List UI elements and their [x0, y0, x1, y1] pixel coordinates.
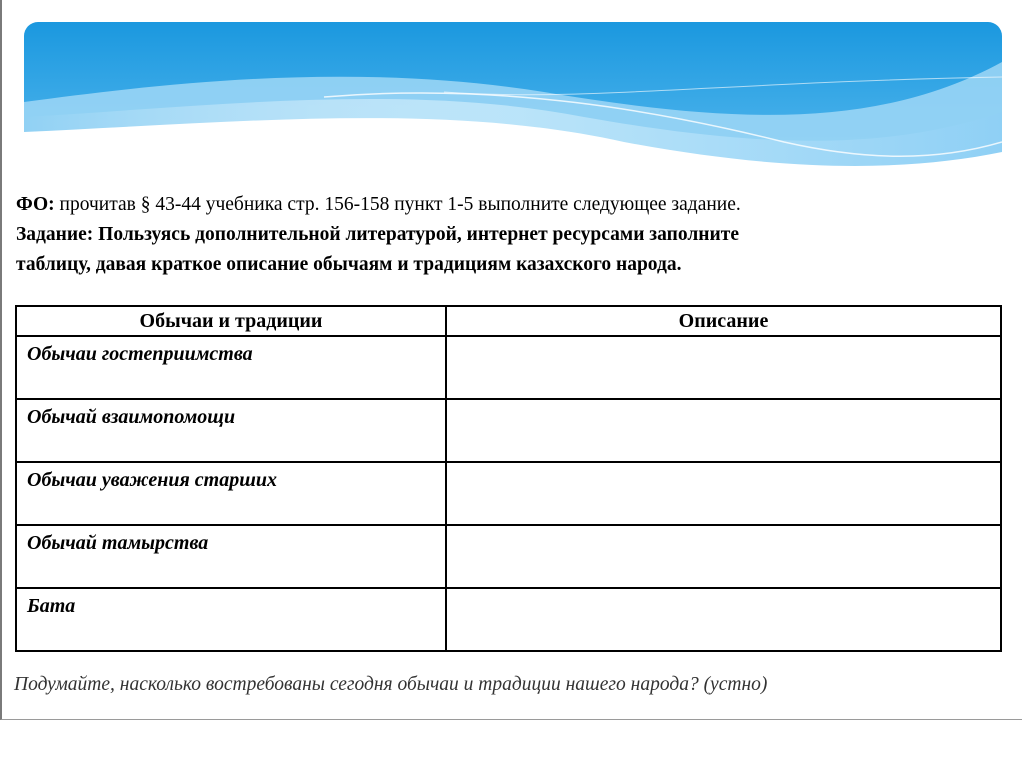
fo-text: прочитав § 43-44 учебника стр. 156-158 пункт 1-5 выполните следующее задание.: [54, 194, 741, 215]
custom-name: Обычай взаимопомощи: [16, 399, 446, 462]
header-description: Описание: [446, 306, 1001, 336]
table-row: [16, 462, 1001, 525]
table-row: [16, 588, 1001, 651]
description-cell[interactable]: [446, 525, 1001, 588]
header-customs: Обычаи и традиции: [16, 306, 446, 336]
wave-decoration: [24, 22, 1002, 172]
header-banner: [24, 22, 1002, 172]
description-cell[interactable]: [446, 399, 1001, 462]
table-row: [16, 399, 1001, 462]
task-text: [16, 190, 1006, 280]
table-row: [16, 525, 1001, 588]
assignment-text: Пользуясь дополнительной литературой, интернет ресурсами заполните: [93, 224, 739, 245]
custom-name: Обычаи уважения старших: [16, 462, 446, 525]
custom-name: Бата: [16, 588, 446, 651]
custom-name: Обычаи гостеприимства: [16, 336, 446, 399]
task-line-1: [16, 190, 1006, 220]
description-cell[interactable]: [446, 462, 1001, 525]
description-cell[interactable]: [446, 336, 1001, 399]
reflection-question: Подумайте, насколько востребованы сегодня обычаи и традиции нашего народа? (устно): [14, 674, 768, 695]
task-line-3: таблицу, давая краткое описание обычаям и традициям казахского народа.: [16, 254, 682, 275]
custom-name: Обычай тамырства: [16, 525, 446, 588]
customs-table: [15, 305, 1002, 652]
table-row: [16, 336, 1001, 399]
task-line-2: [16, 220, 1006, 250]
description-cell[interactable]: [446, 588, 1001, 651]
assignment-label: Задание:: [16, 224, 94, 245]
fo-label: ФО:: [16, 194, 55, 215]
table-header-row: [16, 306, 1001, 336]
